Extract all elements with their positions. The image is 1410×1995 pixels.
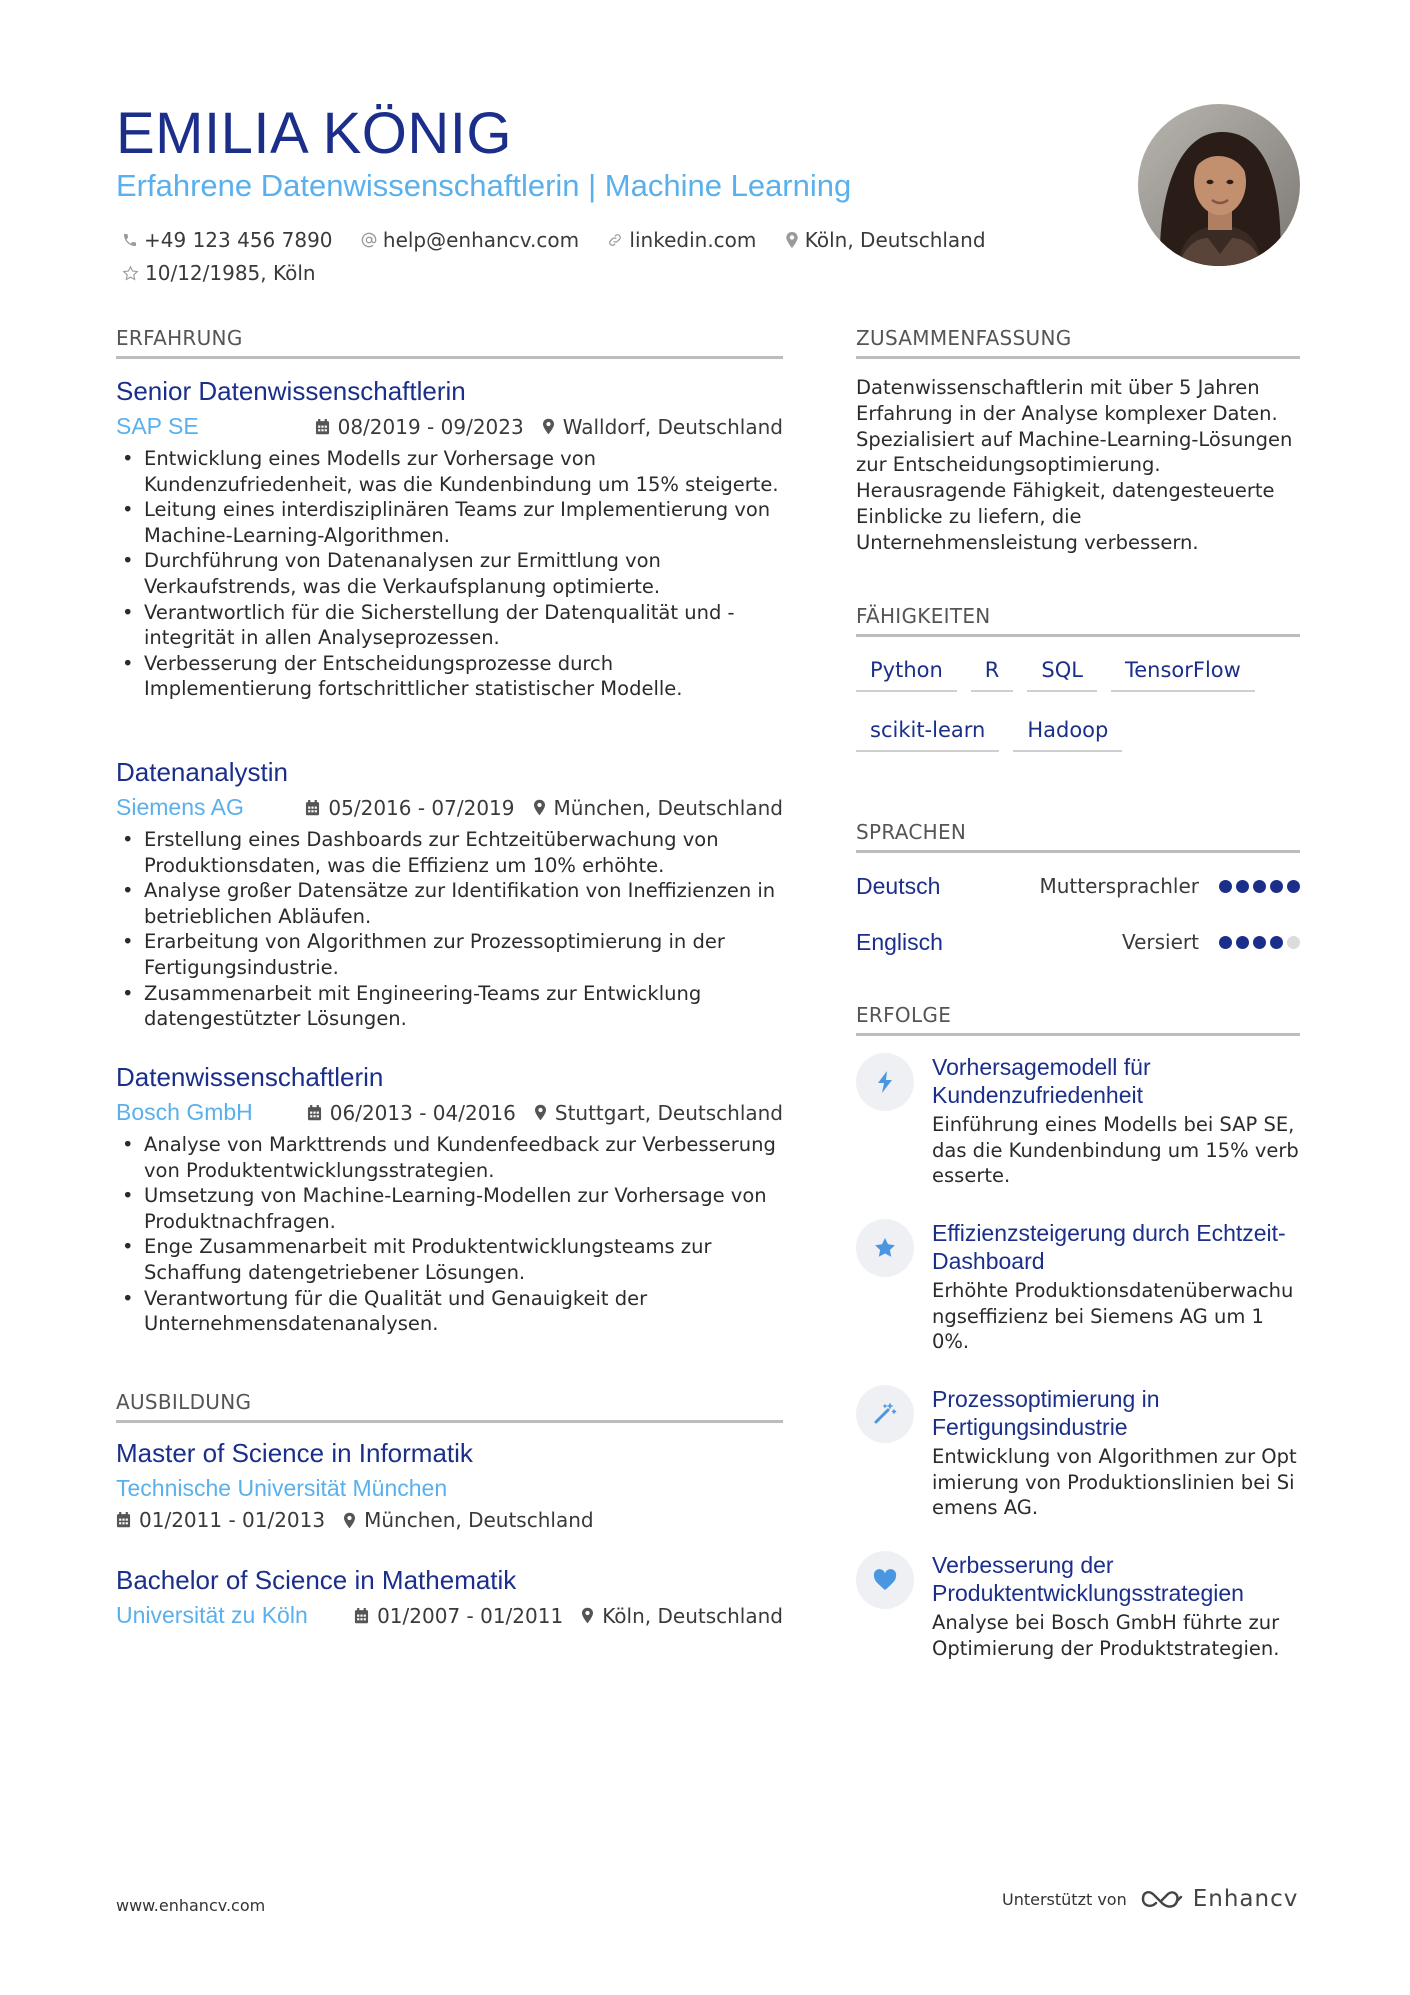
job-bullet: • Durchführung von Datenanalysen zur Ermittlung von Verkaufstrends, was die Verkaufsplanung optimierte. [116, 548, 783, 599]
contact-location [785, 224, 986, 256]
magic-wand-icon [856, 1385, 914, 1443]
education-location-text: München, Deutschland [364, 1508, 594, 1532]
job-meta [116, 794, 783, 821]
achievement-text [932, 1385, 1300, 1521]
achievement-desc: Entwicklung von Algorithmen zur Optimierung von Produktionslinien bei Siemens AG. [932, 1445, 1297, 1520]
achievement-title: Vorhersagemodell für Kundenzufriedenheit [932, 1054, 1151, 1108]
education-entry [116, 1438, 783, 1538]
job-dates [315, 415, 524, 439]
education-school: Technische Universität München [116, 1475, 448, 1501]
achievement-text [932, 1551, 1300, 1661]
star-icon [856, 1219, 914, 1277]
rating-dot-filled [1270, 880, 1283, 893]
job-dates [307, 1101, 516, 1125]
contact-linkedin[interactable] [607, 224, 756, 256]
education-dates-text: 01/2007 - 01/2011 [377, 1603, 564, 1628]
summary-section-title: ZUSAMMENFASSUNG [856, 326, 1300, 359]
experience-section-title: ERFAHRUNG [116, 326, 783, 359]
job-bullet: • Leitung eines interdisziplinären Teams zur Implementierung von Machine-Learning-Algorithmen. [116, 497, 783, 548]
job-company: SAP SE [116, 413, 199, 439]
contact-birth [122, 257, 316, 289]
languages-list [856, 858, 1300, 970]
skills-list [856, 652, 1300, 772]
rating-dot-filled [1219, 936, 1232, 949]
job-bullet: • Verbesserung der Entscheidungsprozesse durch Implementierung fortschrittlicher statistischer Modelle. [116, 651, 783, 702]
job-entry [116, 757, 783, 1032]
enhancv-logo-icon [1139, 1887, 1185, 1911]
link-icon [607, 232, 623, 248]
skill-tag: scikit-learn [856, 712, 999, 752]
birth-text: 10/12/1985, Köln [145, 261, 316, 285]
phone-icon [122, 232, 138, 248]
job-bullets [116, 827, 783, 1032]
job-company: Bosch GmbH [116, 1099, 253, 1125]
achievement-title: Effizienzsteigerung durch Echtzeit-Dashboard [932, 1220, 1286, 1274]
job-bullet: • Zusammenarbeit mit Engineering-Teams zur Entwicklung datengestützter Lösungen. [116, 981, 783, 1032]
language-name: Deutsch [856, 872, 941, 899]
job-bullet: • Umsetzung von Machine-Learning-Modellen zur Vorhersage von Produktnachfragen. [116, 1183, 783, 1234]
calendar-icon [307, 1105, 322, 1121]
powered-by-text: Unterstützt von [1002, 1889, 1127, 1909]
job-bullet: • Erstellung eines Dashboards zur Echtzeitüberwachung von Produktionsdaten, was die Effizienz um 10% erhöhte. [116, 827, 783, 878]
footer-branding [1002, 1886, 1298, 1912]
skill-tag: SQL [1027, 652, 1097, 692]
contact-info [122, 224, 1022, 291]
education-dates [354, 1604, 563, 1628]
rating-dot-filled [1253, 936, 1266, 949]
job-location [533, 796, 783, 820]
job-dates-text: 08/2019 - 09/2023 [337, 414, 524, 439]
linkedin-text: linkedin.com [629, 228, 757, 252]
bolt-icon [856, 1053, 914, 1111]
rating-dot-filled [1219, 880, 1232, 893]
map-pin-icon [785, 232, 799, 248]
job-dates-text: 06/2013 - 04/2016 [329, 1100, 516, 1125]
job-bullet: • Verantwortung für die Qualität und Genauigkeit der Unternehmensdatenanalysen. [116, 1286, 783, 1337]
education-location [581, 1604, 783, 1628]
job-bullets [116, 446, 783, 702]
footer-website[interactable]: www.enhancv.com [116, 1896, 266, 1915]
job-location [542, 415, 783, 439]
language-level: Versiert [1121, 930, 1199, 954]
map-pin-icon [343, 1512, 356, 1529]
education-dates [116, 1508, 325, 1532]
job-bullets [116, 1132, 783, 1337]
calendar-icon [305, 800, 320, 816]
job-bullet: • Erarbeitung von Algorithmen zur Prozessoptimierung in der Fertigungsindustrie. [116, 929, 783, 980]
map-pin-icon [542, 418, 555, 435]
job-bullet: • Entwicklung eines Modells zur Vorhersage von Kundenzufriedenheit, was die Kundenbindung um 15% steigerte. [116, 446, 783, 497]
language-rating [1215, 936, 1300, 949]
job-entry [116, 1062, 783, 1337]
contact-phone [122, 224, 333, 256]
education-entry [116, 1565, 783, 1635]
skill-tag: Hadoop [1013, 712, 1122, 752]
language-row [856, 858, 1300, 914]
rating-dot-empty [1287, 936, 1300, 949]
summary-text: Datenwissenschaftlerin mit über 5 Jahren Erfahrung in der Analyse komplexer Daten. Spezialisiert auf Machine-Learning-Lösungen zur Entscheidungsoptimierung. Herausragende Fähigkeit, datengesteuerte Einblicke zu liefern, die Unternehmensleistung verbessern. [856, 376, 1293, 554]
candidate-headline: Erfahrene Datenwissenschaftlerin | Machine Learning [116, 168, 852, 203]
calendar-icon [116, 1512, 131, 1528]
rating-dot-filled [1236, 936, 1249, 949]
job-entry [116, 376, 783, 702]
job-location-text: Walldorf, Deutschland [562, 414, 783, 439]
email-text: help@enhancv.com [382, 228, 580, 252]
contact-email[interactable] [361, 224, 579, 256]
job-bullet: • Verantwortlich für die Sicherstellung der Datenqualität und -integrität in allen Analyseprozessen. [116, 600, 783, 651]
job-dates-text: 05/2016 - 07/2019 [328, 795, 515, 820]
map-pin-icon [581, 1607, 594, 1624]
language-rating [1215, 880, 1300, 893]
achievement-text [932, 1219, 1300, 1355]
education-school: Universität zu Köln [116, 1602, 308, 1628]
calendar-icon [354, 1608, 369, 1624]
job-company: Siemens AG [116, 794, 244, 820]
job-title: Datenwissenschaftlerin [116, 1062, 384, 1092]
skill-tag: Python [856, 652, 957, 692]
location-text: Köln, Deutschland [804, 228, 986, 252]
education-degree: Master of Science in Informatik [116, 1438, 473, 1468]
job-title: Senior Datenwissenschaftlerin [116, 376, 466, 406]
map-pin-icon [534, 1104, 547, 1121]
education-dates-text: 01/2011 - 01/2013 [139, 1508, 326, 1532]
achievement-desc: Einführung eines Modells bei SAP SE, das die Kundenbindung um 15% verbesserte. [932, 1113, 1299, 1188]
rating-dot-filled [1253, 880, 1266, 893]
education-section-title: AUSBILDUNG [116, 1390, 783, 1423]
language-level: Muttersprachler [1039, 874, 1199, 898]
star-outline-icon [122, 265, 139, 282]
map-pin-icon [533, 799, 546, 816]
job-dates [305, 796, 514, 820]
calendar-icon [315, 419, 330, 435]
at-icon [361, 232, 377, 248]
education-meta [116, 1602, 783, 1629]
education-degree: Bachelor of Science in Mathematik [116, 1565, 517, 1595]
brand-name: Enhancv [1192, 1886, 1299, 1912]
job-meta [116, 413, 783, 440]
job-location [534, 1101, 783, 1125]
job-bullet: • Enge Zusammenarbeit mit Produktentwicklungsteams zur Schaffung datengetriebener Lösungen. [116, 1234, 783, 1285]
job-meta [116, 1099, 783, 1126]
skills-section-title: FÄHIGKEITEN [856, 604, 1300, 637]
achievement-title: Verbesserung der Produktentwicklungsstrategien [932, 1552, 1244, 1606]
languages-section-title: SPRACHEN [856, 820, 1300, 853]
education-location-text: Köln, Deutschland [602, 1603, 783, 1628]
achievement-text [932, 1053, 1300, 1189]
achievement-desc: Erhöhte Produktionsdatenüberwachungseffizienz bei Siemens AG um 10%. [932, 1279, 1294, 1354]
job-bullet: • Analyse von Markttrends und Kundenfeedback zur Verbesserung von Produktentwicklungsstrategien. [116, 1132, 783, 1183]
phone-text: +49 123 456 7890 [144, 228, 333, 252]
language-name: Englisch [856, 928, 943, 955]
skill-tag: TensorFlow [1111, 652, 1255, 692]
education-location [343, 1508, 593, 1532]
profile-photo [1138, 104, 1300, 266]
rating-dot-filled [1236, 880, 1249, 893]
rating-dot-filled [1270, 936, 1283, 949]
achievement-title: Prozessoptimierung in Fertigungsindustrie [932, 1386, 1160, 1440]
avatar-portrait [1138, 104, 1300, 266]
education-meta [116, 1508, 783, 1532]
job-location-text: Stuttgart, Deutschland [554, 1100, 783, 1125]
achievements-section-title: ERFOLGE [856, 1003, 1300, 1036]
job-location-text: München, Deutschland [553, 795, 783, 820]
job-bullet: • Analyse großer Datensätze zur Identifikation von Ineffizienzen in betrieblichen Abläufen. [116, 878, 783, 929]
achievement-desc: Analyse bei Bosch GmbH führte zur Optimierung der Produktstrategien. [932, 1611, 1280, 1660]
rating-dot-filled [1287, 880, 1300, 893]
language-row [856, 914, 1300, 970]
candidate-name: EMILIA KÖNIG [116, 101, 512, 166]
skill-tag: R [971, 652, 1014, 692]
heart-icon [856, 1551, 914, 1609]
job-title: Datenanalystin [116, 757, 288, 787]
